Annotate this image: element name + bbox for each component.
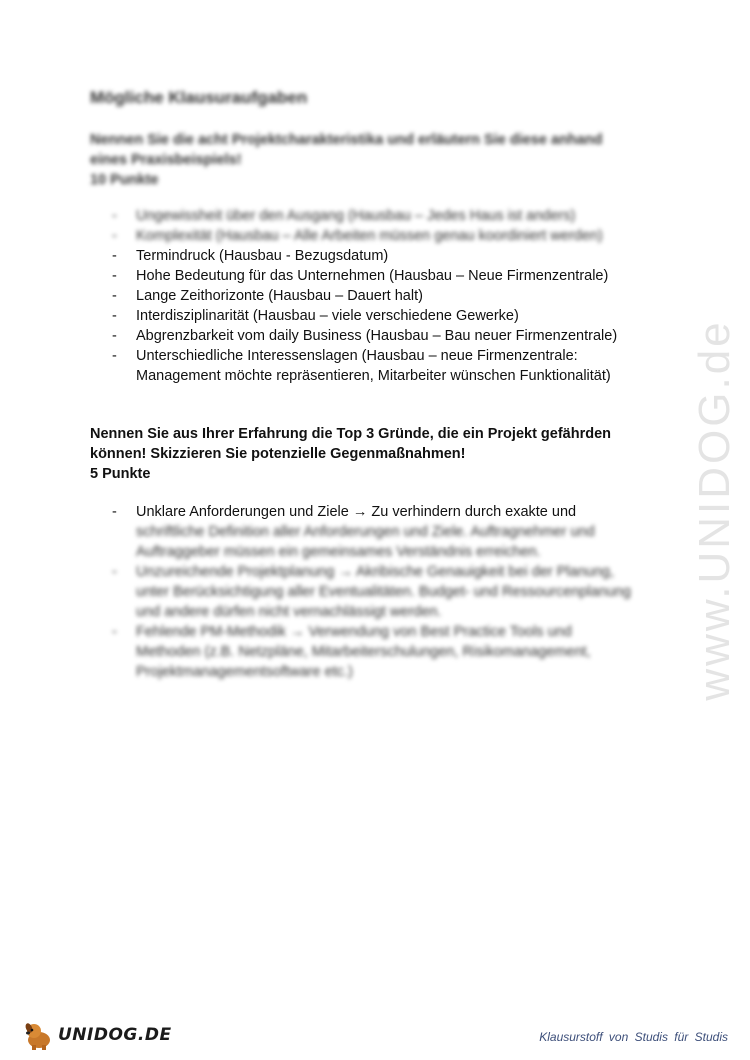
list-item: - Lange Zeithorizonte (Hausbau – Dauert halt) <box>90 286 670 306</box>
list-item: - Termindruck (Hausbau - Bezugsdatum) <box>90 246 670 266</box>
footer-tagline: Klausurstoff von Studis für Studis <box>539 1030 728 1044</box>
watermark: www.UNIDOG.de <box>690 319 739 701</box>
dog-icon <box>22 1018 56 1052</box>
list-item: - Unterschiedliche Interessenslagen (Hausbau – neue Firmenzentrale: Management möchte repräsentieren, Mitarbeiter wünschen Funktionalität) <box>90 346 670 386</box>
list-item: - Interdisziplinarität (Hausbau – viele verschiedene Gewerke) <box>90 306 670 326</box>
footer-logo[interactable] <box>22 1018 172 1052</box>
document-content <box>90 88 670 682</box>
list-item: - Abgrenzbarkeit vom daily Business (Hausbau – Bau neuer Firmenzentrale) <box>90 326 670 346</box>
question-2-answer-list <box>90 502 670 682</box>
question-2 <box>90 424 670 682</box>
question-1 <box>90 130 670 386</box>
list-item: - Hohe Bedeutung für das Unternehmen (Hausbau – Neue Firmenzentrale) <box>90 266 670 286</box>
question-1-prompt: Nennen Sie die acht Projektcharakteristika und erläutern Sie diese anhand eines Praxisbeispiels! 10 Punkte <box>90 132 603 188</box>
list-item: - Unklare Anforderungen und Ziele → Zu verhindern durch exakte und schriftliche Definition aller Anforderungen und Ziele. Auftragnehmer und Auftraggeber müssen ein gemeinsames Verständnis erreichen. <box>90 502 670 562</box>
question-1-answer-list <box>90 206 670 386</box>
logo-text: UNIDOG.DE <box>58 1025 172 1045</box>
list-item: - Ungewissheit über den Ausgang (Hausbau – Jedes Haus ist anders) <box>90 206 670 226</box>
list-item: - Komplexität (Hausbau – Alle Arbeiten müssen genau koordiniert werden) <box>90 226 670 246</box>
list-item: - Fehlende PM-Methodik → Verwendung von Best Practice Tools und Methoden (z.B. Netzpläne, Mitarbeiterschulungen, Risikomanagement, Projektmanagementsoftware etc.) <box>90 622 670 682</box>
page-title: Mögliche Klausuraufgaben <box>90 88 308 107</box>
question-2-prompt: Nennen Sie aus Ihrer Erfahrung die Top 3 Gründe, die ein Projekt gefährden können! Skizzieren Sie potenzielle Gegenmaßnahmen! 5 Punkte <box>90 426 612 482</box>
list-item: - Unzureichende Projektplanung → Akribische Genauigkeit bei der Planung, unter Berücksichtigung aller Eventualitäten. Budget- und Ressourcenplanung und andere dürfen nicht vernachlässigt werden. <box>90 562 670 622</box>
